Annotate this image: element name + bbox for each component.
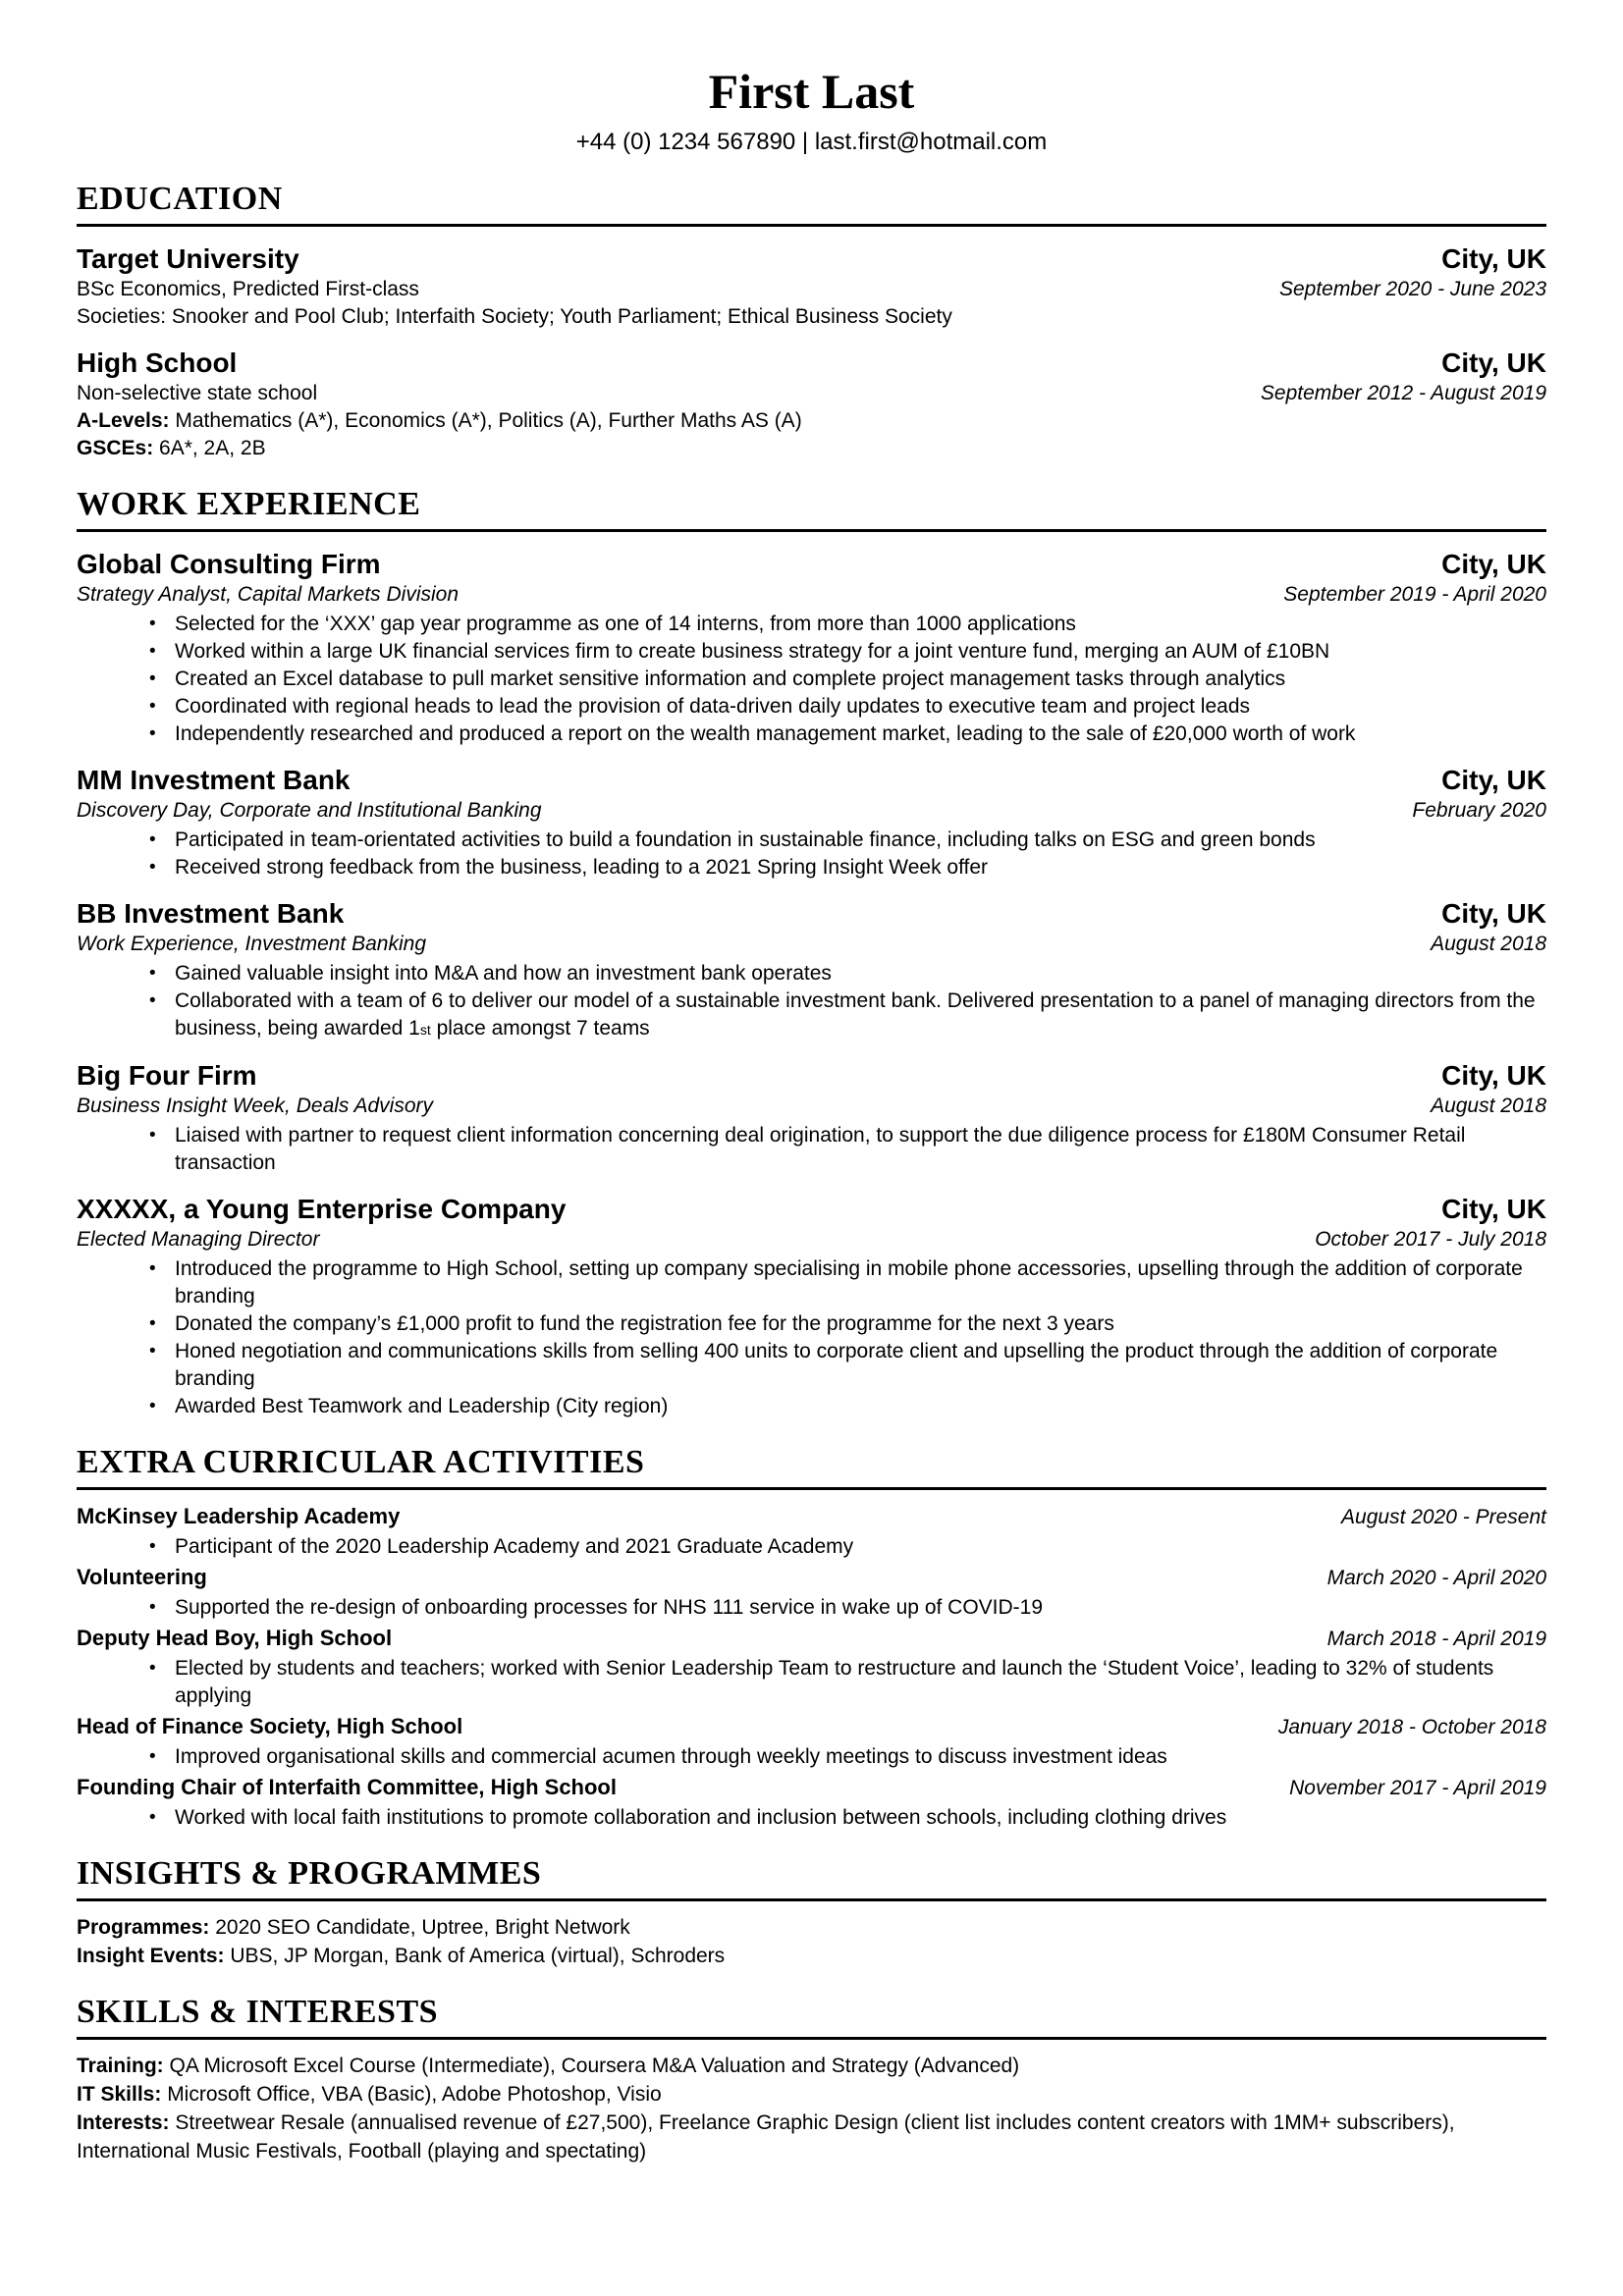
interests-text: Streetwear Resale (annualised revenue of £27,500), Freelance Graphic Design (client list includes content creators with 1MM+ subscribers), International Music Festivals, Football (playing and spectating) xyxy=(77,2111,1455,2163)
bullet-list xyxy=(77,611,1546,748)
school-location: City, UK xyxy=(1441,243,1546,274)
bullet-list xyxy=(77,1743,1546,1771)
degree-line: BSc Economics, Predicted First-class xyxy=(77,278,419,300)
section-extra-curricular xyxy=(77,1444,1546,1832)
bullet-list xyxy=(77,827,1546,881)
section-insights-programmes xyxy=(77,1855,1546,1970)
activity-dates: March 2018 - April 2019 xyxy=(1326,1628,1546,1650)
bullet-item: • Introduced the programme to High School, setting up company specialising in mobile phone accessories, upselling through the addition of corporate branding xyxy=(175,1255,1546,1310)
bullet-item: • Donated the company’s £1,000 profit to fund the registration fee for the programme for the next 3 years xyxy=(175,1310,1546,1338)
candidate-name: First Last xyxy=(708,64,915,119)
activity-dates: August 2020 - Present xyxy=(1341,1506,1546,1528)
bullet-item: • Participant of the 2020 Leadership Academy and 2021 Graduate Academy xyxy=(175,1533,1546,1561)
company-location: City, UK xyxy=(1441,549,1546,579)
interests-line xyxy=(77,2109,1546,2165)
bullet-item: • Improved organisational skills and commercial acumen through weekly meetings to discuss investment ideas xyxy=(175,1743,1546,1771)
bullet-item: • Coordinated with regional heads to lead the provision of data-driven daily updates to executive team and project leads xyxy=(175,693,1546,721)
company-name: MM Investment Bank xyxy=(77,765,351,795)
section-title-insights: INSIGHTS & PROGRAMMES xyxy=(77,1855,542,1892)
company-name: BB Investment Bank xyxy=(77,898,345,929)
insight-events-label: Insight Events: xyxy=(77,1945,225,1967)
section-rule xyxy=(77,224,1546,227)
ordinal-suffix: st xyxy=(419,1022,431,1038)
activity-name: Volunteering xyxy=(77,1565,207,1589)
bullet-list xyxy=(77,1255,1546,1420)
activity-entry xyxy=(77,1563,1546,1622)
company-location: City, UK xyxy=(1441,1194,1546,1224)
interests-label: Interests: xyxy=(77,2111,170,2134)
section-title-extra: EXTRA CURRICULAR ACTIVITIES xyxy=(77,1444,645,1480)
programmes-line xyxy=(77,1913,1546,1942)
company-name: XXXXX, a Young Enterprise Company xyxy=(77,1194,567,1224)
work-entry xyxy=(77,1059,1546,1177)
education-entry xyxy=(77,347,1546,462)
job-role: Discovery Day, Corporate and Institutional Banking xyxy=(77,799,542,822)
bullet-item: • Supported the re-design of onboarding processes for NHS 111 service in wake up of COVID-19 xyxy=(175,1594,1546,1622)
section-work-experience xyxy=(77,486,1546,1420)
training-text: QA Microsoft Excel Course (Intermediate), Coursera M&A Valuation and Strategy (Advanced) xyxy=(163,2055,1020,2077)
bullet-list xyxy=(77,1804,1546,1832)
bullet-list xyxy=(77,1594,1546,1622)
gcses-text: 6A*, 2A, 2B xyxy=(153,437,266,459)
school-location: City, UK xyxy=(1441,347,1546,378)
job-dates: August 2018 xyxy=(1431,1095,1546,1117)
it-skills-text: Microsoft Office, VBA (Basic), Adobe Photoshop, Visio xyxy=(161,2083,662,2106)
activity-dates: March 2020 - April 2020 xyxy=(1326,1567,1546,1589)
section-skills-interests xyxy=(77,1994,1546,2165)
activity-entry xyxy=(77,1773,1546,1832)
job-dates: February 2020 xyxy=(1412,799,1546,822)
bullet-list xyxy=(77,960,1546,1043)
bullet-item: • Worked with local faith institutions to promote collaboration and inclusion between schools, including clothing drives xyxy=(175,1804,1546,1832)
job-role: Elected Managing Director xyxy=(77,1228,320,1251)
work-entry xyxy=(77,897,1546,1043)
activity-entry xyxy=(77,1502,1546,1561)
bullet-item: • Elected by students and teachers; worked with Senior Leadership Team to restructure and launch the ‘Student Voice’, leading to 32% of students applying xyxy=(175,1655,1546,1710)
it-skills-line xyxy=(77,2080,1546,2109)
gcses-label: GSCEs: xyxy=(77,437,154,459)
bullet-item: • Liaised with partner to request client information concerning deal origination, to support the due diligence process for £180M Consumer Retail transaction xyxy=(175,1122,1546,1177)
bullet-item: • Awarded Best Teamwork and Leadership (City region) xyxy=(175,1393,1546,1420)
job-role: Work Experience, Investment Banking xyxy=(77,933,426,955)
section-education xyxy=(77,181,1546,462)
bullet-item xyxy=(175,988,1546,1043)
gcses-line xyxy=(77,435,1546,462)
school-name: High School xyxy=(77,347,238,378)
training-line xyxy=(77,2052,1546,2080)
work-entry xyxy=(77,764,1546,881)
activity-name: McKinsey Leadership Academy xyxy=(77,1504,401,1528)
section-rule xyxy=(77,1487,1546,1490)
insight-events-text: UBS, JP Morgan, Bank of America (virtual), Schroders xyxy=(224,1945,726,1967)
education-dates: September 2020 - June 2023 xyxy=(1278,278,1546,300)
activity-dates: November 2017 - April 2019 xyxy=(1289,1777,1546,1799)
bullet-item: • Gained valuable insight into M&A and how an investment bank operates xyxy=(175,960,1546,988)
job-role: Business Insight Week, Deals Advisory xyxy=(77,1095,433,1117)
activity-entry xyxy=(77,1624,1546,1710)
activity-name: Founding Chair of Interfaith Committee, High School xyxy=(77,1775,617,1799)
activity-name: Head of Finance Society, High School xyxy=(77,1714,463,1738)
activity-dates: January 2018 - October 2018 xyxy=(1277,1716,1546,1738)
programmes-label: Programmes: xyxy=(77,1916,210,1939)
work-entry xyxy=(77,548,1546,748)
education-dates: September 2012 - August 2019 xyxy=(1260,382,1546,404)
education-entry xyxy=(77,242,1546,331)
company-location: City, UK xyxy=(1441,765,1546,795)
job-dates: September 2019 - April 2020 xyxy=(1283,583,1546,606)
company-name: Global Consulting Firm xyxy=(77,549,381,579)
bullet-item: • Selected for the ‘XXX’ gap year programme as one of 14 interns, from more than 1000 applications xyxy=(175,611,1546,638)
bullet-item: • Honed negotiation and communications skills from selling 400 units to corporate client and upselling the product through the addition of corporate branding xyxy=(175,1338,1546,1393)
job-dates: August 2018 xyxy=(1431,933,1546,955)
job-dates: October 2017 - July 2018 xyxy=(1315,1228,1546,1251)
programmes-text: 2020 SEO Candidate, Uptree, Bright Network xyxy=(209,1916,630,1939)
section-rule xyxy=(77,1898,1546,1901)
company-location: City, UK xyxy=(1441,1060,1546,1091)
bullet-text-pre: Collaborated with a team of 6 to deliver our model of a sustainable investment bank. Delivered presentation to a panel of managing directors from the business, being awarded 1 xyxy=(175,989,1536,1040)
a-levels-text: Mathematics (A*), Economics (A*), Politics (A), Further Maths AS (A) xyxy=(169,409,802,432)
bullet-item: • Created an Excel database to pull market sensitive information and complete project management tasks through analytics xyxy=(175,666,1546,693)
company-location: City, UK xyxy=(1441,898,1546,929)
it-skills-label: IT Skills: xyxy=(77,2083,162,2106)
activity-name: Deputy Head Boy, High School xyxy=(77,1626,393,1650)
company-name: Big Four Firm xyxy=(77,1060,257,1091)
insight-events-line xyxy=(77,1942,1546,1970)
bullet-item: • Worked within a large UK financial services firm to create business strategy for a joint venture fund, merging an AUM of £10BN xyxy=(175,638,1546,666)
contact-line: +44 (0) 1234 567890 | last.first@hotmail.com xyxy=(575,129,1048,155)
section-title-education: EDUCATION xyxy=(77,181,283,217)
section-rule xyxy=(77,2037,1546,2040)
school-name: Target University xyxy=(77,243,299,274)
section-rule xyxy=(77,529,1546,532)
bullet-item: • Participated in team-orientated activities to build a foundation in sustainable finance, including talks on ESG and green bonds xyxy=(175,827,1546,854)
a-levels-line xyxy=(77,407,1546,435)
training-label: Training: xyxy=(77,2055,164,2077)
bullet-text-post: place amongst 7 teams xyxy=(430,1017,650,1040)
section-title-skills: SKILLS & INTERESTS xyxy=(77,1994,439,2030)
activity-entry xyxy=(77,1712,1546,1771)
bullet-item: • Received strong feedback from the business, leading to a 2021 Spring Insight Week offer xyxy=(175,854,1546,881)
bullet-item: • Independently researched and produced a report on the wealth management market, leading to the sale of £20,000 worth of work xyxy=(175,721,1546,748)
school-desc: Non-selective state school xyxy=(77,382,318,404)
section-title-work: WORK EXPERIENCE xyxy=(77,486,421,522)
work-entry xyxy=(77,1193,1546,1420)
bullet-list xyxy=(77,1655,1546,1710)
bullet-list xyxy=(77,1533,1546,1561)
bullet-list xyxy=(77,1122,1546,1177)
job-role: Strategy Analyst, Capital Markets Division xyxy=(77,583,460,606)
societies-line: Societies: Snooker and Pool Club; Interfaith Society; Youth Parliament; Ethical Business Society xyxy=(77,305,952,328)
a-levels-label: A-Levels: xyxy=(77,409,170,432)
